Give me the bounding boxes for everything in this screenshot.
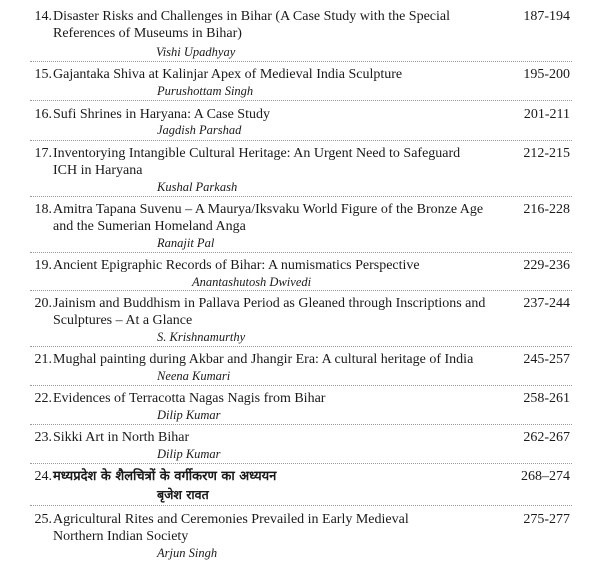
entry-title-line: Gajantaka Shiva at Kalinjar Apex of Medieval India Sculpture bbox=[53, 67, 403, 82]
entry-author: Arjun Singh bbox=[157, 546, 218, 560]
entry-pages: 216-228 bbox=[523, 202, 570, 217]
entry-pages: 245-257 bbox=[523, 352, 570, 367]
entry-author: Jagdish Parshad bbox=[157, 123, 242, 137]
entry-title-line: Inventorying Intangible Cultural Heritage: An Urgent Need to Safeguard bbox=[53, 146, 461, 161]
entry-title bbox=[53, 201, 493, 235]
entry-number: 22. bbox=[34, 391, 52, 406]
entry-title-line: and the Sumerian Homeland Anga bbox=[53, 219, 246, 234]
entry-title-line: Jainism and Buddhism in Pallava Period as Gleaned through Inscriptions and bbox=[53, 296, 486, 311]
divider bbox=[30, 385, 572, 386]
entry-pages: 212-215 bbox=[523, 146, 570, 161]
divider bbox=[30, 252, 572, 253]
entry-author: Kushal Parkash bbox=[157, 180, 238, 194]
divider bbox=[30, 196, 572, 197]
divider bbox=[30, 100, 572, 101]
divider bbox=[30, 424, 572, 425]
entry-title-line: मध्यप्रदेश के शैलचित्रों के वर्गीकरण का अध्ययन bbox=[53, 469, 277, 484]
entry-pages: 201-211 bbox=[523, 107, 570, 122]
entry-title bbox=[53, 257, 493, 274]
entry-title-line: Disaster Risks and Challenges in Bihar (A Case Study with the Special bbox=[53, 9, 451, 24]
entry-number: 17. bbox=[34, 146, 52, 161]
entry-pages: 275-277 bbox=[523, 512, 570, 527]
entry-number: 25. bbox=[34, 512, 52, 527]
entry-title-line: Sculptures – At a Glance bbox=[53, 313, 193, 328]
entry-title-line: Sufi Shrines in Haryana: A Case Study bbox=[53, 107, 270, 122]
entry-pages: 258-261 bbox=[523, 391, 570, 406]
entry-number: 18. bbox=[34, 202, 52, 217]
entry-title bbox=[53, 390, 493, 407]
entry-pages: 229-236 bbox=[523, 258, 570, 273]
entry-number: 19. bbox=[34, 258, 52, 273]
entry-number: 15. bbox=[34, 67, 52, 82]
entry-author: Dilip Kumar bbox=[157, 447, 221, 461]
entry-author: Anantashutosh Dwivedi bbox=[192, 275, 312, 289]
entry-title-line: Sikki Art in North Bihar bbox=[53, 430, 190, 445]
entry-author: Dilip Kumar bbox=[157, 408, 221, 422]
entry-author: Neena Kumari bbox=[157, 369, 231, 383]
entry-title bbox=[53, 106, 493, 123]
entry-title-line: ICH in Haryana bbox=[53, 163, 143, 178]
entry-pages: 195-200 bbox=[523, 67, 570, 82]
divider bbox=[30, 505, 572, 506]
entry-title bbox=[53, 468, 493, 485]
entry-title-line: Northern Indian Society bbox=[53, 529, 189, 544]
entry-number: 16. bbox=[34, 107, 52, 122]
divider bbox=[30, 346, 572, 347]
entry-number: 21. bbox=[34, 352, 52, 367]
entry-author: S. Krishnamurthy bbox=[157, 330, 246, 344]
divider bbox=[30, 61, 572, 62]
entry-author: Vishi Upadhyay bbox=[156, 45, 236, 59]
entry-title bbox=[53, 66, 493, 83]
entry-title bbox=[53, 8, 493, 42]
entry-title-line: Agricultural Rites and Ceremonies Prevailed in Early Medieval bbox=[53, 512, 409, 527]
divider bbox=[30, 140, 572, 141]
entry-title bbox=[53, 511, 493, 545]
entry-title bbox=[53, 145, 493, 179]
entry-number: 14. bbox=[34, 9, 52, 24]
entry-pages: 187-194 bbox=[523, 9, 570, 24]
divider bbox=[30, 463, 572, 464]
entry-title bbox=[53, 429, 493, 446]
entry-number: 24. bbox=[34, 469, 52, 484]
entry-number: 23. bbox=[34, 430, 52, 445]
divider bbox=[30, 290, 572, 291]
entry-title-line: References of Museums in Bihar) bbox=[53, 26, 242, 41]
entry-title bbox=[53, 295, 493, 329]
entry-pages: 268–274 bbox=[521, 469, 570, 484]
entry-pages: 237-244 bbox=[523, 296, 570, 311]
entry-title-line: Ancient Epigraphic Records of Bihar: A numismatics Perspective bbox=[53, 258, 420, 273]
entry-number: 20. bbox=[34, 296, 52, 311]
entry-author: Purushottam Singh bbox=[157, 84, 254, 98]
entry-title bbox=[53, 351, 493, 368]
entry-pages: 262-267 bbox=[523, 430, 570, 445]
entry-title-line: Amitra Tapana Suvenu – A Maurya/Iksvaku World Figure of the Bronze Age bbox=[53, 202, 484, 217]
entry-title-line: Mughal painting during Akbar and Jhangir Era: A cultural heritage of India bbox=[53, 352, 474, 367]
entry-author: बृजेश रावत bbox=[157, 487, 209, 502]
entry-author: Ranajit Pal bbox=[157, 236, 215, 250]
entry-title-line: Evidences of Terracotta Nagas Nagis from Bihar bbox=[53, 391, 326, 406]
